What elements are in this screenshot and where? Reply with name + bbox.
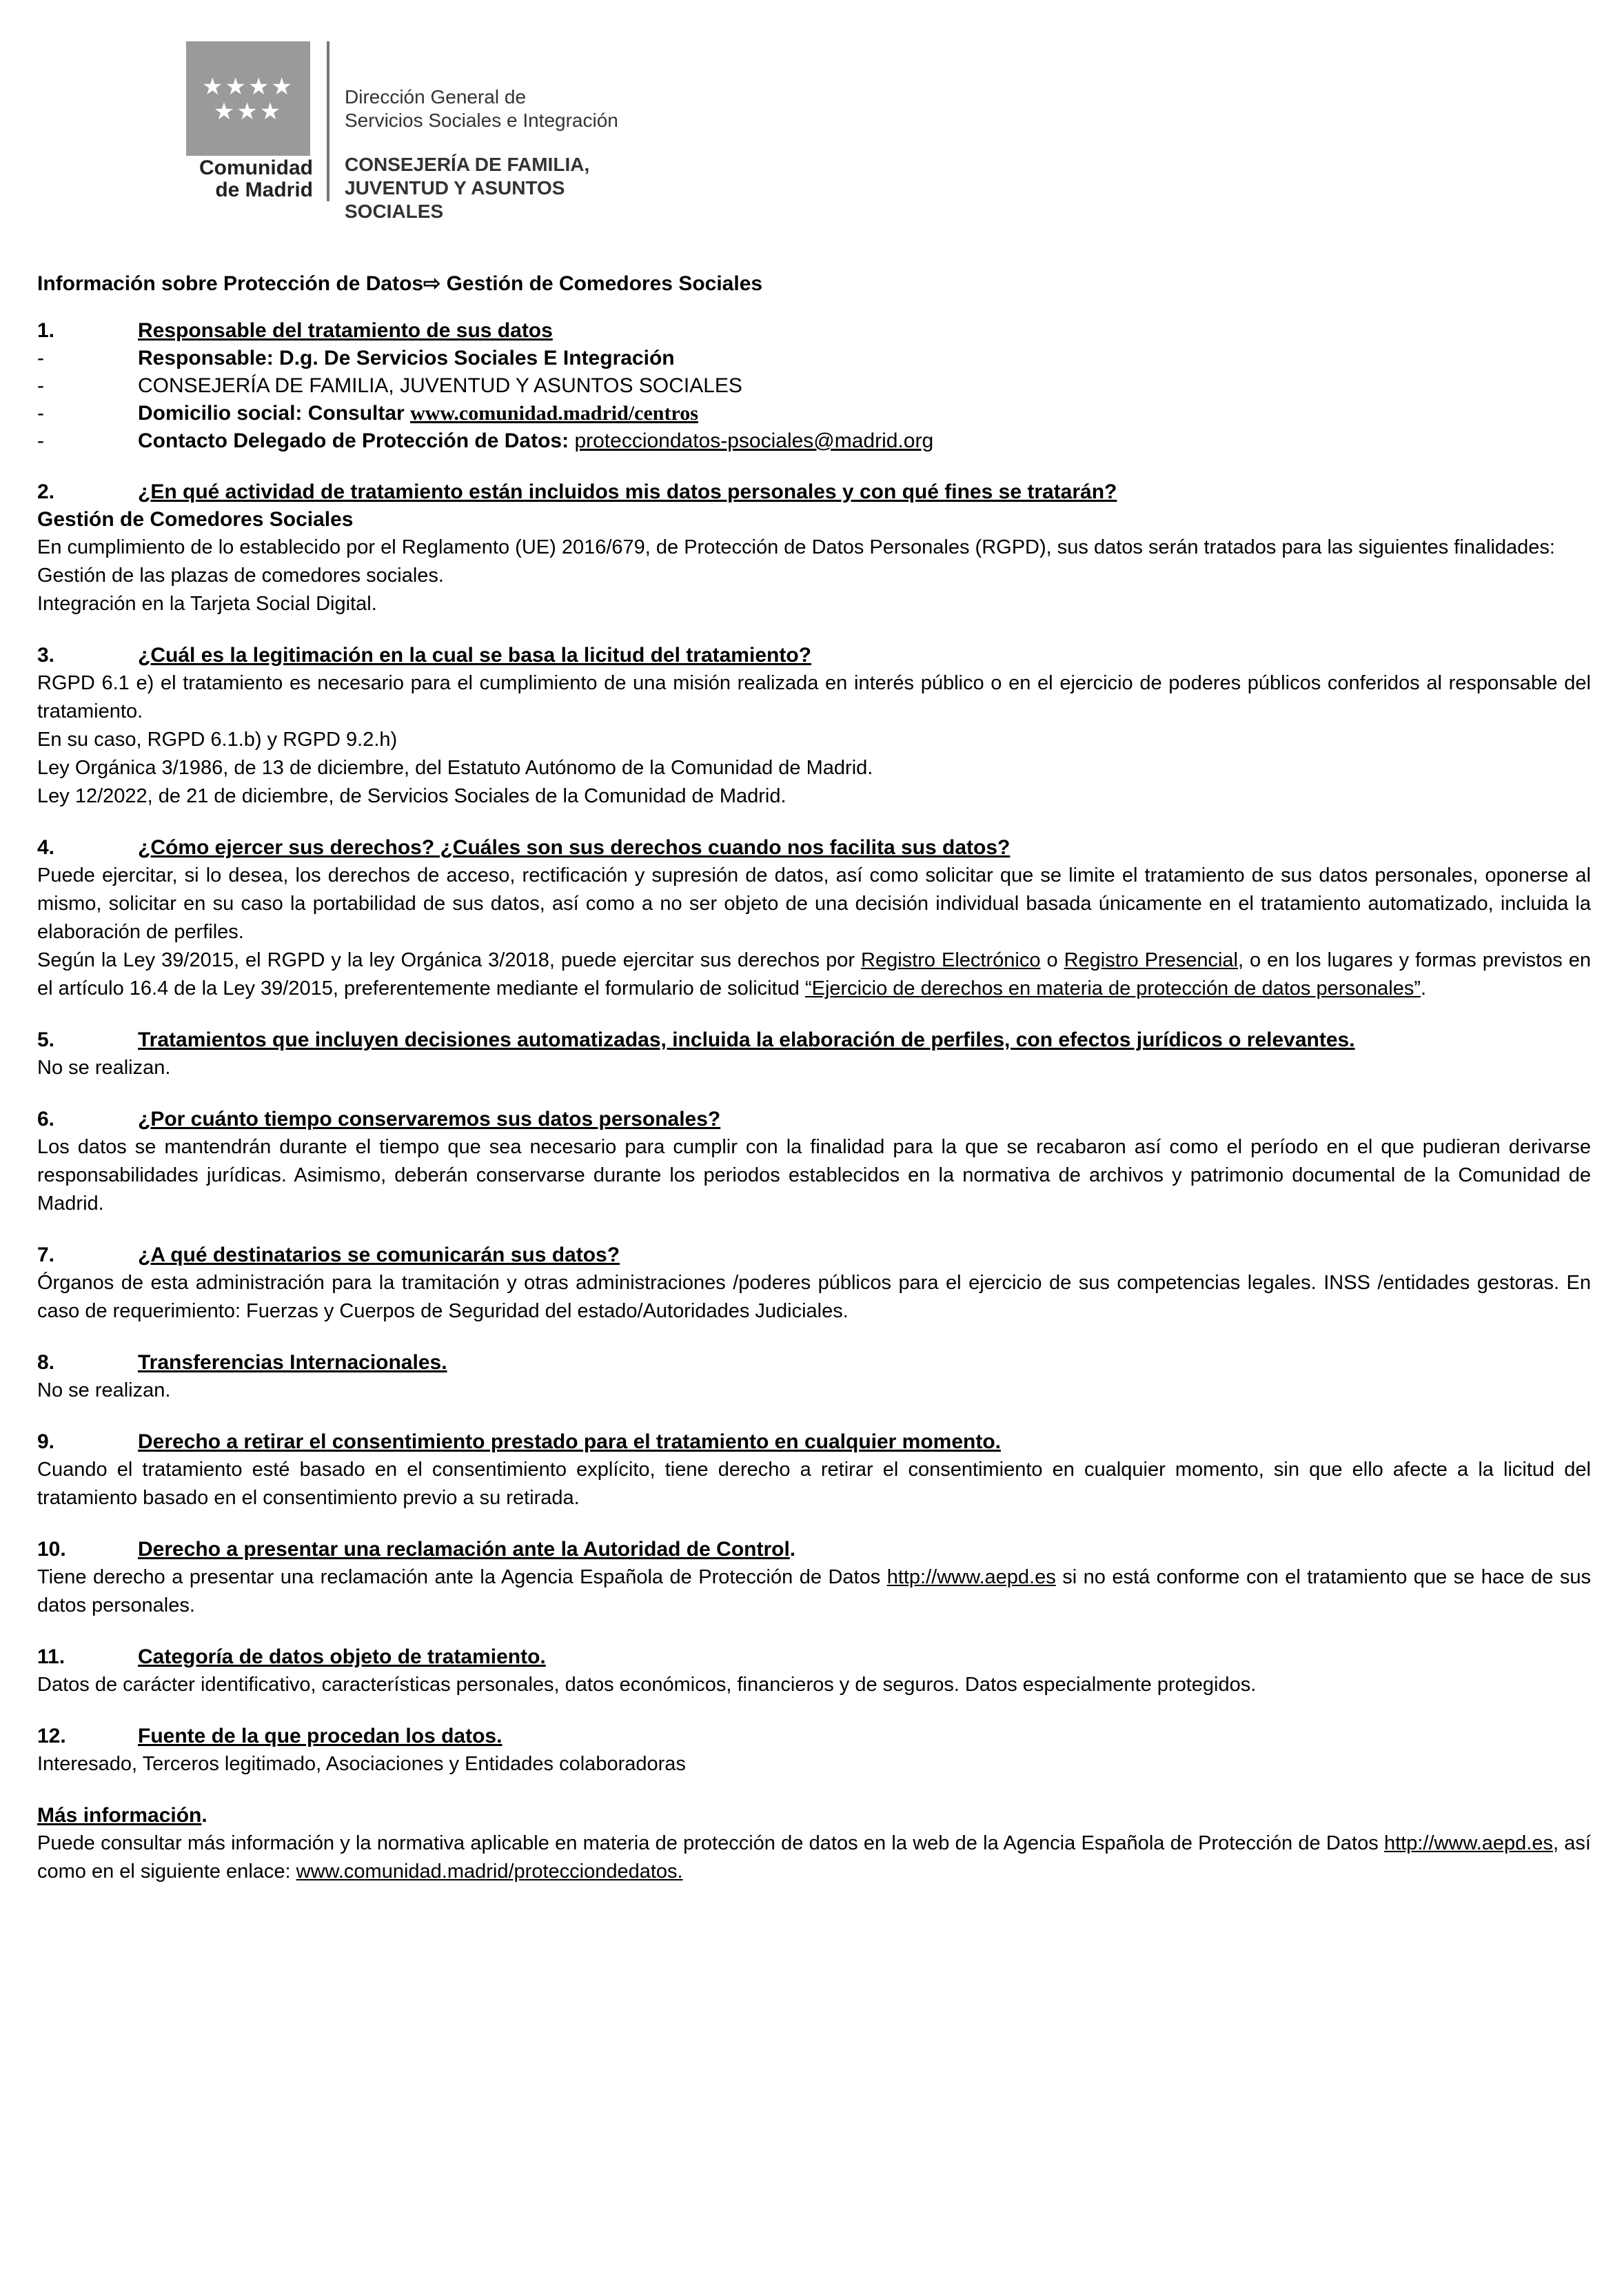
centros-link[interactable]: www.comunidad.madrid/centros — [410, 402, 698, 425]
section-heading — [37, 1026, 1591, 1054]
section-heading — [37, 1428, 1591, 1456]
paragraph: Ley 12/2022, de 21 de diciembre, de Servicios Sociales de la Comunidad de Madrid. — [37, 785, 786, 807]
section-heading — [37, 642, 1591, 669]
domicilio-row — [37, 400, 1591, 427]
text-run: Puede consultar más información y la normativa aplicable en materia de protección de datos en la web de la Agencia Española de Protección de Datos — [37, 1832, 1384, 1854]
document-title: Información sobre Protección de Datos⇨ Gestión de Comedores Sociales — [37, 272, 763, 295]
heading-period: . — [789, 1538, 796, 1561]
section-heading — [37, 834, 1591, 862]
paragraph: Ley Orgánica 3/1986, de 13 de diciembre, del Estatuto Autónomo de la Comunidad de Madrid. — [37, 757, 873, 779]
section-mas-informacion — [37, 1802, 1591, 1886]
protecciondedatos-link[interactable]: www.comunidad.madrid/protecciondedatos. — [296, 1860, 683, 1883]
section-title: ¿Cuál es la legitimación en la cual se basa la licitud del tratamiento? — [138, 644, 811, 667]
section-title: ¿En qué actividad de tratamiento están incluidos mis datos personales y con qué fines se tratarán? — [138, 480, 1117, 503]
formulario-derechos-link[interactable]: “Ejercicio de derechos en materia de protección de datos personales” — [804, 977, 1421, 1000]
text-run: . — [1421, 977, 1427, 1000]
consejeria-text: CONSEJERÍA DE FAMILIA, JUVENTUD Y ASUNTOS SOCIALES — [138, 374, 742, 397]
registro-presencial-link[interactable]: Registro Presencial — [1064, 949, 1238, 971]
aepd-link[interactable]: http://www.aepd.es — [886, 1566, 1056, 1588]
list-dash: - — [37, 402, 44, 425]
section-number: 10. — [37, 1538, 66, 1561]
section-title: Transferencias Internacionales. — [138, 1351, 447, 1374]
section-title: Responsable del tratamiento de sus datos — [138, 319, 553, 342]
section-number: 4. — [37, 836, 55, 859]
logo-consejeria-line: CONSEJERÍA DE FAMILIA, — [345, 154, 590, 175]
section-heading — [37, 1349, 1591, 1377]
paragraph: Integración en la Tarjeta Social Digital. — [37, 593, 377, 615]
section-number: 2. — [37, 480, 55, 503]
section-number: 3. — [37, 644, 55, 667]
section-heading — [37, 478, 1591, 506]
paragraph: En su caso, RGPD 6.1.b) y RGPD 9.2.h) — [37, 729, 398, 751]
section-title: ¿A qué destinatarios se comunicarán sus datos? — [138, 1244, 620, 1266]
section-heading — [37, 1802, 1591, 1829]
logo-consejeria — [345, 153, 660, 223]
consejeria-row — [37, 372, 1591, 400]
logo-mark — [186, 41, 310, 156]
paragraph: Órganos de esta administración para la tramitación y otras administraciones /poderes públicos para el ejercicio de sus competencias legales. INSS /entidades gestoras. En caso de requerimiento: Fuerzas y Cuerpos de Seguridad del estado/Autoridades Judiciales. — [37, 1272, 1591, 1322]
section-transferencias — [37, 1349, 1591, 1405]
paragraph: Interesado, Terceros legitimado, Asociaciones y Entidades colaboradoras — [37, 1753, 686, 1775]
comunidad-madrid-logo — [178, 41, 660, 222]
section-number: 9. — [37, 1430, 55, 1453]
paragraph: En cumplimiento de lo establecido por el Reglamento (UE) 2016/679, de Protección de Datos Personales (RGPD), sus datos serán tratados para las siguientes finalidades: — [37, 536, 1555, 558]
section-heading — [37, 1106, 1591, 1133]
paragraph: Los datos se mantendrán durante el tiempo que sea necesario para cumplir con la finalidad para la que se recabaron así como el período en el que pudieran derivarse responsabilidades jurídicas. Asimismo, deberán conservarse durante los periodos establecidos en la normativa de archivos y patrimonio documental de la Comunidad de Madrid. — [37, 1136, 1591, 1215]
logo-divider — [327, 41, 329, 201]
section-title: Más información — [37, 1804, 202, 1827]
text-run: Según la Ley 39/2015, el RGPD y la ley Orgánica 3/2018, puede ejercitar sus derechos por — [37, 949, 862, 971]
logo-direccion-general — [345, 85, 618, 132]
responsable-row — [37, 345, 1591, 372]
section-destinatarios — [37, 1241, 1591, 1326]
section-number: 12. — [37, 1725, 66, 1747]
section-heading — [37, 317, 1591, 345]
section-actividad — [37, 478, 1591, 618]
section-title: Categoría de datos objeto de tratamiento. — [138, 1645, 546, 1668]
paragraph — [37, 946, 1591, 1003]
section-reclamacion — [37, 1536, 1591, 1620]
section-retirar-consentimiento — [37, 1428, 1591, 1512]
section-title: ¿Cómo ejercer sus derechos? ¿Cuáles son sus derechos cuando nos facilita sus datos? — [138, 836, 1011, 859]
text-run: si no está conforme con el tratamiento que se hace de sus datos personales. — [37, 1566, 1591, 1616]
list-dash: - — [37, 347, 44, 369]
heading-period: . — [201, 1804, 207, 1827]
section-heading — [37, 1241, 1591, 1269]
aepd-link[interactable]: http://www.aepd.es — [1383, 1832, 1553, 1854]
section-heading — [37, 1723, 1591, 1750]
text-run: , así como en el siguiente enlace: — [37, 1832, 1591, 1883]
list-dash: - — [37, 429, 44, 452]
section-derechos — [37, 834, 1591, 1003]
section-conservacion — [37, 1106, 1591, 1218]
document-body — [37, 317, 1591, 1909]
section-title: Derecho a retirar el consentimiento prestado para el tratamiento en cualquier momento. — [138, 1430, 1002, 1453]
paragraph: Gestión de las plazas de comedores sociales. — [37, 565, 444, 587]
logo-wordmark — [178, 157, 313, 201]
section-number: 7. — [37, 1244, 55, 1266]
section-title: Derecho a presentar una reclamación ante la Autoridad de Control — [138, 1538, 790, 1561]
section-fuente-datos — [37, 1723, 1591, 1778]
section-number: 6. — [37, 1108, 55, 1130]
paragraph: Cuando el tratamiento esté basado en el consentimiento explícito, tiene derecho a retirar el consentimiento en cualquier momento, sin que ello afecte a la licitud del tratamiento basado en el consentimiento previo a su retirada. — [37, 1459, 1591, 1509]
domicilio-label: Domicilio social: Consultar — [138, 402, 411, 425]
section-number: 8. — [37, 1351, 55, 1374]
section-title: Tratamientos que incluyen decisiones automatizadas, incluida la elaboración de perfiles, con efectos jurídicos o relevantes. — [138, 1028, 1355, 1051]
paragraph: Puede ejercitar, si lo desea, los derechos de acceso, rectificación y supresión de datos, así como solicitar que se limite el tratamiento de sus datos personales, oponerse al mismo, solicitar en su caso la portabilidad de sus datos, así como a no ser objeto de una decisión individual basada únicamente en el tratamiento automatizado, incluida la elaboración de perfiles. — [37, 864, 1591, 943]
paragraph — [37, 1829, 1591, 1886]
logo-dg-line: Dirección General de — [345, 86, 527, 108]
contacto-dpd-label: Contacto Delegado de Protección de Datos: — [138, 429, 575, 452]
section-number: 5. — [37, 1028, 55, 1051]
list-dash: - — [37, 374, 44, 397]
section-responsable — [37, 317, 1591, 455]
paragraph: No se realizan. — [37, 1057, 171, 1079]
section-subheading: Gestión de Comedores Sociales — [37, 508, 354, 531]
text-run: o — [1040, 949, 1064, 971]
registro-electronico-link[interactable]: Registro Electrónico — [861, 949, 1041, 971]
logo-wordmark-line: Comunidad — [199, 156, 313, 179]
paragraph — [37, 1563, 1591, 1620]
section-categoria-datos — [37, 1643, 1591, 1699]
section-title: ¿Por cuánto tiempo conservaremos sus datos personales? — [138, 1108, 721, 1130]
logo-stars-icon: ★★★★ ★★★ — [202, 73, 294, 125]
text-run: , o en los lugares y formas previstos en el artículo 16.4 de la Ley 39/2015, preferentemente mediante el formulario de solicitud — [37, 949, 1591, 1000]
contacto-dpd-row — [37, 427, 1591, 455]
responsable-label: Responsable: D.g. De Servicios Sociales E Integración — [138, 347, 675, 369]
paragraph: No se realizan. — [37, 1379, 171, 1401]
section-heading — [37, 1536, 1591, 1563]
paragraph: Datos de carácter identificativo, características personales, datos económicos, financieros y de seguros. Datos especialmente protegidos. — [37, 1674, 1257, 1696]
section-legitimacion — [37, 642, 1591, 811]
logo-consejeria-line: JUVENTUD Y ASUNTOS SOCIALES — [345, 177, 565, 222]
logo-dg-line: Servicios Sociales e Integración — [345, 110, 618, 131]
text-run: Tiene derecho a presentar una reclamación ante la Agencia Española de Protección de Datos — [37, 1566, 887, 1588]
section-number: 11. — [37, 1645, 65, 1668]
section-title: Fuente de la que procedan los datos. — [138, 1725, 503, 1747]
logo-wordmark-line: de Madrid — [215, 179, 313, 201]
paragraph: RGPD 6.1 e) el tratamiento es necesario para el cumplimiento de una misión realizada en interés público o en el ejercicio de poderes públicos conferidos al responsable del tratamiento. — [37, 672, 1591, 722]
dpd-email-link[interactable]: protecciondatos-psociales@madrid.org — [574, 429, 934, 452]
section-decisiones-automatizadas — [37, 1026, 1591, 1082]
section-heading — [37, 1643, 1591, 1671]
section-number: 1. — [37, 319, 55, 342]
